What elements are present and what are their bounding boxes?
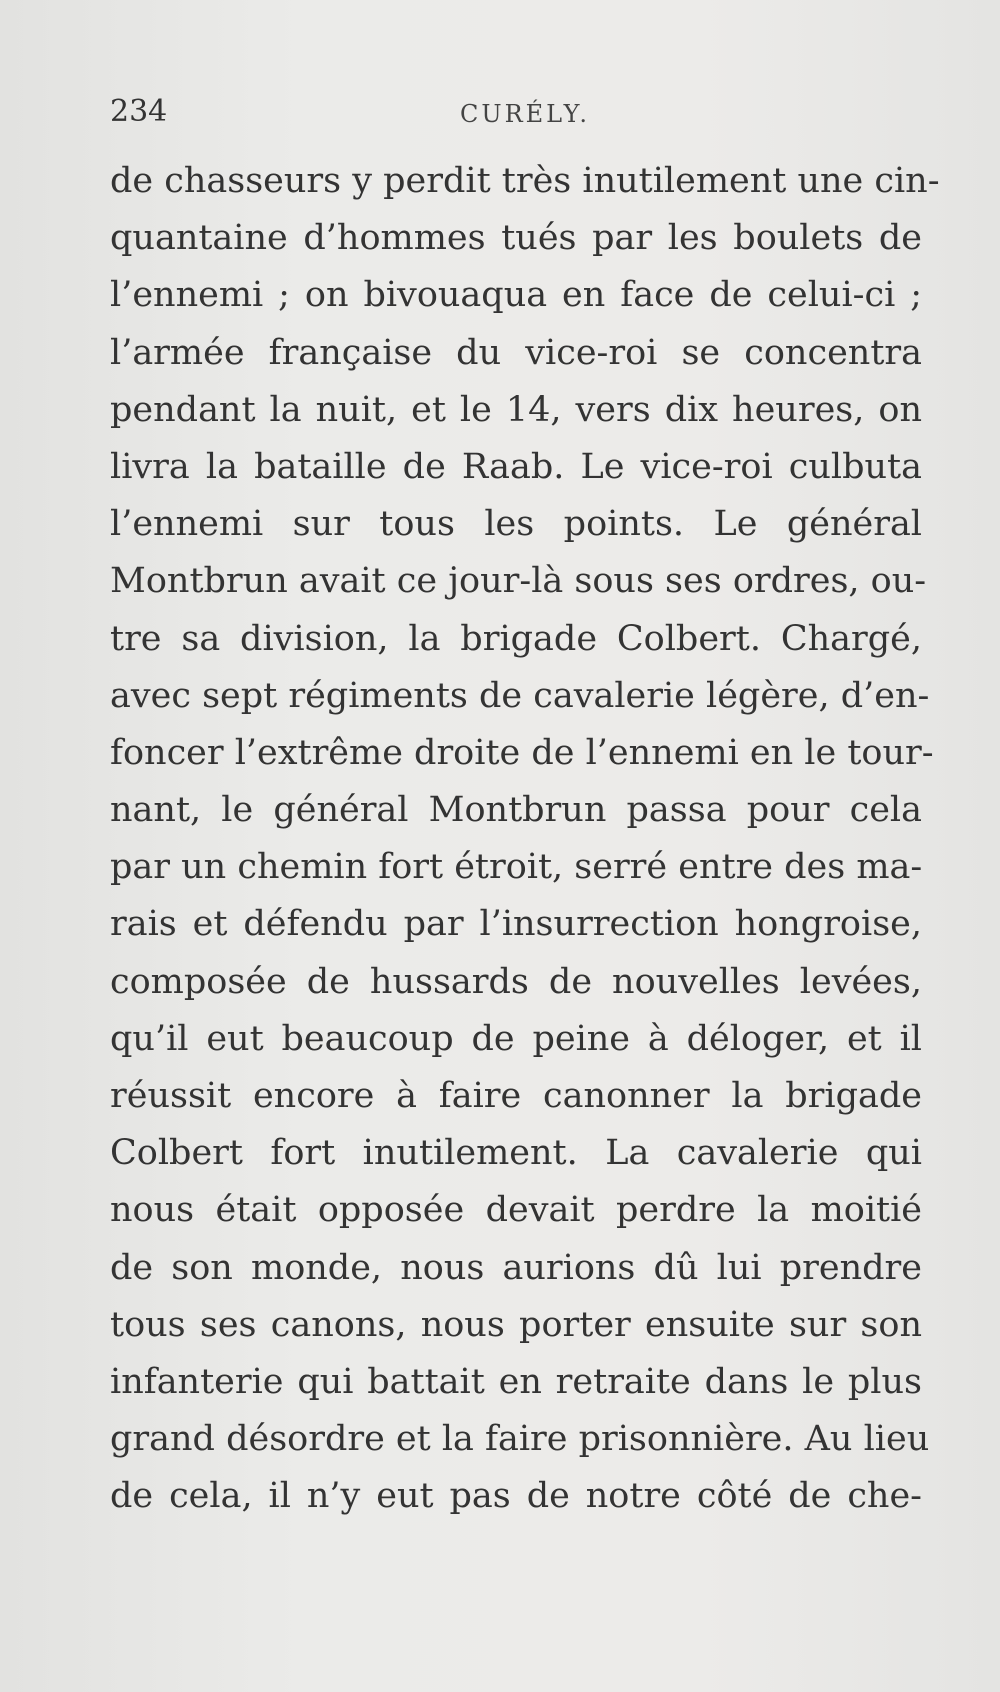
text-line: par un chemin fort étroit, serré entre des ma- [110,847,923,888]
text-line: de cela, il n’y eut pas de notre côté de che- [110,1476,922,1517]
text-line: tre sa division, la brigade Colbert. Chargé, [110,618,922,659]
page-header [110,92,590,132]
text-line: avec sept régiments de cavalerie légère, d’en- [110,675,930,716]
text-line: l’ennemi sur tous les points. Le général [110,504,922,545]
text-line: de chasseurs y perdit très inutilement une cin- [110,161,940,201]
text-line: Montbrun avait ce jour-là sous ses ordres, ou- [110,561,927,602]
text-line: réussit encore à faire canonner la brigade [110,1076,922,1116]
text-line: grand désordre et la faire prisonnière. Au lieu [110,1419,930,1460]
text-line: quantaine d’hommes tués par les boulets de [110,218,922,259]
text-line: infanterie qui battait en retraite dans le plus [110,1361,922,1402]
body-text [110,153,940,1526]
text-line: nous était opposée devait perdre la moitié [110,1190,922,1231]
text-line: de son monde, nous aurions dû lui prendre [110,1247,922,1288]
text-line: l’ennemi ; on bivouaqua en face de celui-ci ; [110,275,922,316]
text-line: nant, le général Montbrun passa pour cela [110,790,922,831]
text-line: rais et défendu par l’insurrection hongroise, [110,904,922,945]
text-line: foncer l’extrême droite de l’ennemi en le tour- [110,732,934,773]
text-line: livra la bataille de Raab. Le vice-roi culbuta [110,446,922,487]
page-number: 234 [110,94,168,129]
text-line: l’armée française du vice-roi se concentra [110,332,922,373]
text-line: Colbert fort inutilement. La cavalerie qui [110,1133,922,1174]
text-line: tous ses canons, nous porter ensuite sur son [110,1304,922,1345]
running-head: CURÉLY. [460,100,590,128]
text-line: qu’il eut beaucoup de peine à déloger, et il [110,1018,922,1059]
text-line: composée de hussards de nouvelles levées, [110,961,922,1002]
text-line: pendant la nuit, et le 14, vers dix heures, on [110,389,922,430]
